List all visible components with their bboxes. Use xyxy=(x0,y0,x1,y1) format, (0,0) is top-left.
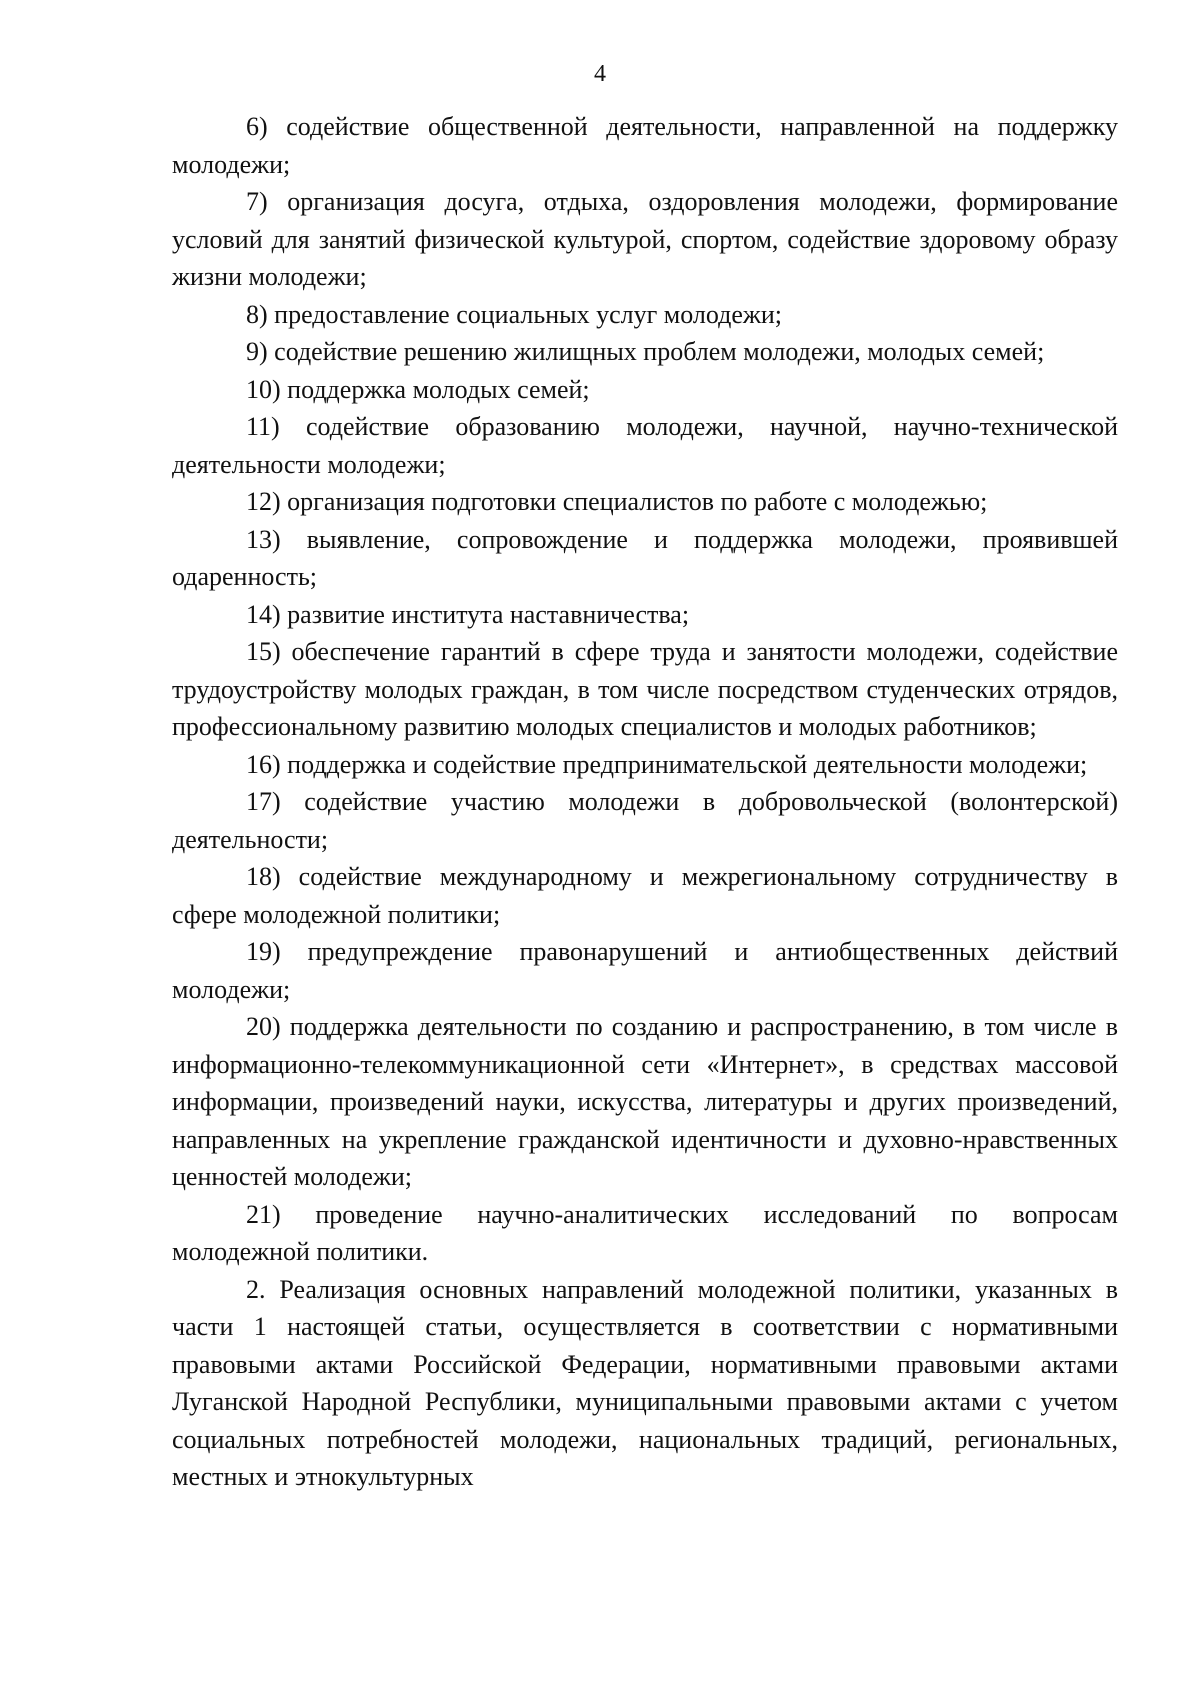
list-item-15: 15) обеспечение гарантий в сфере труда и занятости молодежи, содействие трудоустройству молодых граждан, в том числе посредством студенческих отрядов, профессиональному развитию молодых специалистов и молодых работников; xyxy=(172,637,1118,741)
section-paragraph-2: 2. Реализация основных направлений молодежной политики, указанных в части 1 настоящей статьи, осуществляется в соответствии с нормативными правовыми актами Российской Федерации, нормативными правовыми актами Луганской Народной Республики, муниципальными правовыми актами с учетом социальных потребностей молодежи, национальных традиций, региональных, местных и этнокультурных xyxy=(172,1274,1118,1491)
list-item-20: 20) поддержка деятельности по созданию и распространению, в том числе в информационно-телекоммуникационной сети «Интернет», в средствах массовой информации, произведений науки, искусства, литературы и других произведений, направленных на укрепление гражданской идентичности и духовно-нравственных ценностей молодежи; xyxy=(172,1012,1118,1191)
list-item-6: 6) содействие общественной деятельности, направленной на поддержку молодежи; xyxy=(172,112,1118,179)
list-item-8: 8) предоставление социальных услуг молодежи; xyxy=(246,299,782,329)
list-item-12: 12) организация подготовки специалистов по работе с молодежью; xyxy=(246,487,988,516)
list-item-9: 9) содействие решению жилищных проблем молодежи, молодых семей; xyxy=(246,337,1045,366)
list-item-14: 14) развитие института наставничества; xyxy=(246,599,690,629)
list-item-19: 19) предупреждение правонарушений и антиобщественных действий молодежи; xyxy=(172,937,1118,1004)
list-item-18: 18) содействие международному и межрегиональному сотрудничеству в сфере молодежной политики; xyxy=(172,862,1118,929)
list-item-21: 21) проведение научно-аналитических исследований по вопросам молодежной политики. xyxy=(172,1199,1118,1266)
list-item-10: 10) поддержка молодых семей; xyxy=(246,374,590,404)
page-number: 4 xyxy=(594,61,606,87)
list-item-11: 11) содействие образованию молодежи, научной, научно-технической деятельности молодежи; xyxy=(172,412,1118,479)
document-body xyxy=(172,108,1118,1496)
list-item-7: 7) организация досуга, отдыха, оздоровления молодежи, формирование условий для занятий физической культурой, спортом, содействие здоровому образу жизни молодежи; xyxy=(172,187,1118,291)
list-item-13: 13) выявление, сопровождение и поддержка молодежи, проявившей одаренность; xyxy=(172,524,1118,591)
list-item-16: 16) поддержка и содействие предпринимательской деятельности молодежи; xyxy=(246,749,1088,779)
list-item-17: 17) содействие участию молодежи в добровольческой (волонтерской) деятельности; xyxy=(172,787,1118,854)
